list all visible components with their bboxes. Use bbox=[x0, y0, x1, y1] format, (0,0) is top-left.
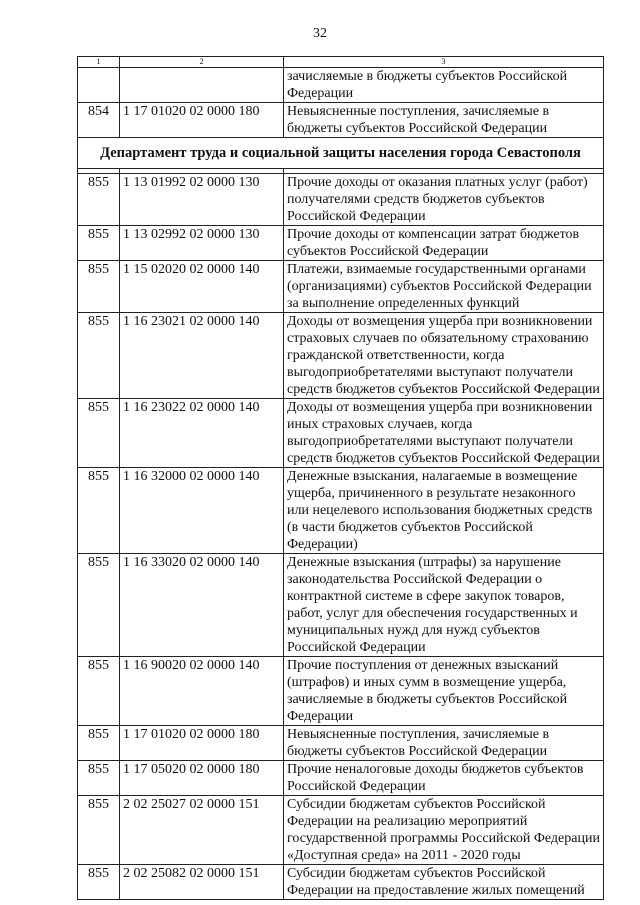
revenue-name-cell: Прочие неналоговые доходы бюджетов субъектов Российской Федерации bbox=[284, 761, 604, 796]
revenue-name-cell: Платежи, взимаемые государственными органами (организациями) субъектов Российской Федерации за выполнение определенных функций bbox=[284, 261, 604, 313]
admin-code-cell bbox=[78, 68, 120, 103]
revenue-name-cell: Субсидии бюджетам субъектов Российской Федерации на предоставление жилых помещений bbox=[284, 865, 604, 900]
kbk-code-cell: 1 17 01020 02 0000 180 bbox=[120, 103, 284, 138]
column-number-row bbox=[78, 57, 604, 68]
revenue-name-cell: Субсидии бюджетам субъектов Российской Федерации на реализацию мероприятий государственной программы Российской Федерации «Доступная среда» на 2011 - 2020 годы bbox=[284, 796, 604, 865]
kbk-code-cell: 1 16 33020 02 0000 140 bbox=[120, 554, 284, 657]
kbk-code-cell: 1 13 01992 02 0000 130 bbox=[120, 174, 284, 226]
table-row bbox=[78, 313, 604, 399]
kbk-code-cell: 1 15 02020 02 0000 140 bbox=[120, 261, 284, 313]
revenue-name-cell: зачисляемые в бюджеты субъектов Российской Федерации bbox=[284, 68, 604, 103]
admin-code-cell: 855 bbox=[78, 261, 120, 313]
table-row bbox=[78, 657, 604, 726]
admin-code-cell: 855 bbox=[78, 226, 120, 261]
table-row bbox=[78, 796, 604, 865]
admin-code-cell: 855 bbox=[78, 726, 120, 761]
table-row bbox=[78, 726, 604, 761]
admin-code-cell: 855 bbox=[78, 174, 120, 226]
kbk-code-cell: 1 16 32000 02 0000 140 bbox=[120, 468, 284, 554]
kbk-code-cell bbox=[120, 68, 284, 103]
revenue-name-cell: Доходы от возмещения ущерба при возникновении иных страховых случаев, когда выгодоприобретателями выступают получатели средств бюджетов субъектов Российской Федерации bbox=[284, 399, 604, 468]
table-row bbox=[78, 103, 604, 138]
revenue-name-cell: Прочие доходы от оказания платных услуг (работ) получателями средств бюджетов субъектов Российской Федерации bbox=[284, 174, 604, 226]
admin-code-cell: 855 bbox=[78, 554, 120, 657]
table-row bbox=[78, 261, 604, 313]
page-number: 32 bbox=[313, 26, 327, 41]
admin-code-cell: 855 bbox=[78, 468, 120, 554]
table-row bbox=[78, 174, 604, 226]
table-row bbox=[78, 468, 604, 554]
table-row bbox=[78, 865, 604, 900]
kbk-code-cell: 1 17 05020 02 0000 180 bbox=[120, 761, 284, 796]
revenue-name-cell: Невыясненные поступления, зачисляемые в бюджеты субъектов Российской Федерации bbox=[284, 103, 604, 138]
revenue-name-cell: Невыясненные поступления, зачисляемые в бюджеты субъектов Российской Федерации bbox=[284, 726, 604, 761]
admin-code-cell: 854 bbox=[78, 103, 120, 138]
table-row bbox=[78, 761, 604, 796]
column-number-2: 2 bbox=[120, 57, 284, 68]
kbk-code-cell: 2 02 25082 02 0000 151 bbox=[120, 865, 284, 900]
admin-code-cell: 855 bbox=[78, 399, 120, 468]
admin-code-cell: 855 bbox=[78, 761, 120, 796]
table-row bbox=[78, 554, 604, 657]
kbk-code-cell: 1 17 01020 02 0000 180 bbox=[120, 726, 284, 761]
revenue-codes-table bbox=[77, 56, 604, 900]
revenue-name-cell: Прочие поступления от денежных взысканий (штрафов) и иных сумм в возмещение ущерба, зачисляемые в бюджеты субъектов Российской Федерации bbox=[284, 657, 604, 726]
admin-code-cell: 855 bbox=[78, 865, 120, 900]
revenue-name-cell: Доходы от возмещения ущерба при возникновении страховых случаев по обязательному страхованию гражданской ответственности, когда выгодоприобретателями выступают получатели средств бюджетов субъектов Российской Федерации bbox=[284, 313, 604, 399]
table-row bbox=[78, 226, 604, 261]
table-row bbox=[78, 399, 604, 468]
table-row bbox=[78, 68, 604, 103]
kbk-code-cell: 2 02 25027 02 0000 151 bbox=[120, 796, 284, 865]
column-number-1: 1 bbox=[78, 57, 120, 68]
kbk-code-cell: 1 16 90020 02 0000 140 bbox=[120, 657, 284, 726]
admin-code-cell: 855 bbox=[78, 313, 120, 399]
column-number-3: 3 bbox=[284, 57, 604, 68]
revenue-name-cell: Прочие доходы от компенсации затрат бюджетов субъектов Российской Федерации bbox=[284, 226, 604, 261]
kbk-code-cell: 1 16 23022 02 0000 140 bbox=[120, 399, 284, 468]
admin-code-cell: 855 bbox=[78, 796, 120, 865]
admin-code-cell: 855 bbox=[78, 657, 120, 726]
kbk-code-cell: 1 13 02992 02 0000 130 bbox=[120, 226, 284, 261]
kbk-code-cell: 1 16 23021 02 0000 140 bbox=[120, 313, 284, 399]
revenue-name-cell: Денежные взыскания, налагаемые в возмещение ущерба, причиненного в результате незаконного или нецелевого использования бюджетных средств (в части бюджетов субъектов Российской Федерации) bbox=[284, 468, 604, 554]
section-title: Департамент труда и социальной защиты населения города Севастополя bbox=[78, 138, 604, 169]
section-heading-row bbox=[78, 138, 604, 169]
revenue-name-cell: Денежные взыскания (штрафы) за нарушение законодательства Российской Федерации о контрактной системе в сфере закупок товаров, работ, услуг для обеспечения государственных и муниципальных нужд для нужд субъектов Российской Федерации bbox=[284, 554, 604, 657]
